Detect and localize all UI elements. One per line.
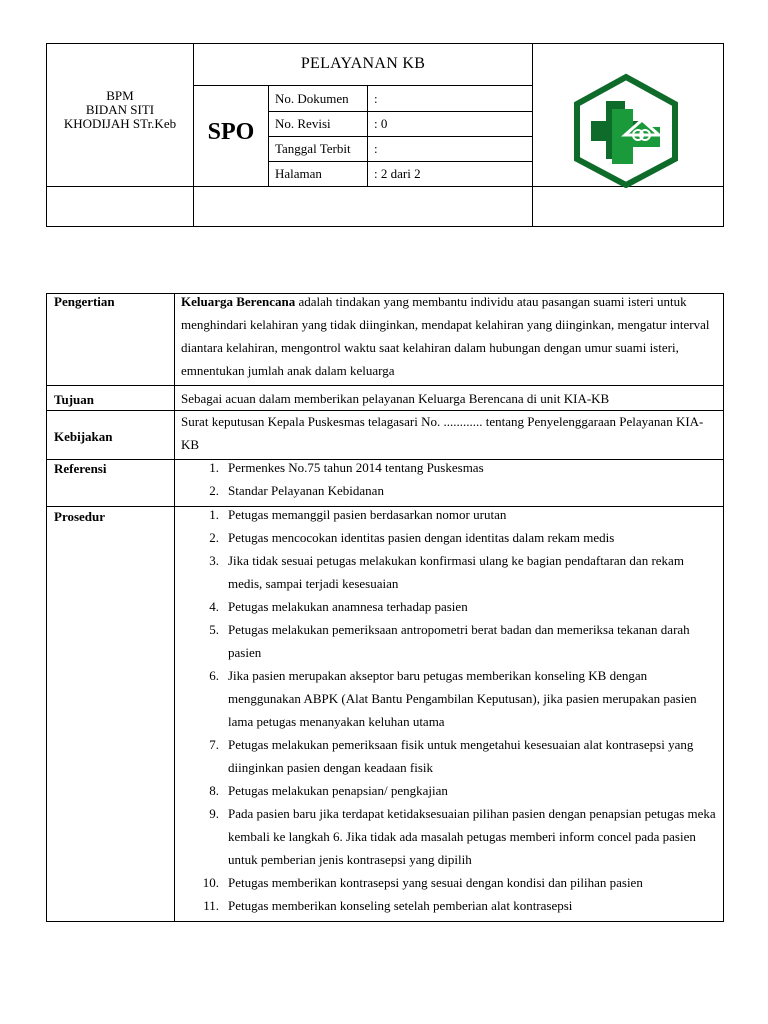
organization-name [46,89,194,131]
field-label-halaman: Halaman [275,166,322,181]
border-line [46,43,47,227]
list-item: 1. Permenkes No.75 tahun 2014 tentang Puskesmas [209,460,484,475]
prosedur-list [181,503,716,917]
referensi-list [181,456,716,502]
kebijakan-text: Surat keputusan Kepala Puskesmas telagasari No. ............ tentang Penyelenggaraan Pelayanan KIA-KB [181,414,704,452]
border-line [723,293,724,922]
field-value-tanggal-terbit: : [374,141,378,156]
field-label-tanggal-terbit: Tanggal Terbit [275,141,351,156]
list-item: 2. Standar Pelayanan Kebidanan [209,483,384,498]
org-line-3: KHODIJAH STr.Keb [63,116,177,131]
list-item: 4. Petugas melakukan anamnesa terhadap pasien [209,599,468,614]
field-value-halaman: : 2 dari 2 [374,166,421,181]
label-kebijakan: Kebijakan [54,429,113,444]
border-line [46,226,724,227]
field-label-no-dokumen: No. Dokumen [275,91,349,106]
spo-label: SPO [207,119,255,145]
field-label-no-revisi: No. Revisi [275,116,331,131]
border-line [532,43,533,227]
border-line [268,111,533,112]
border-line [268,161,533,162]
border-line [723,43,724,227]
tujuan-text: Sebagai acuan dalam memberikan pelayanan Keluarga Berencana di unit KIA-KB [181,391,610,406]
label-referensi: Referensi [54,461,107,476]
field-value-no-dokumen: : [374,91,378,106]
list-item: 10. Petugas memberikan kontrasepsi yang sesuai dengan kondisi dan pilihan pasien [202,875,643,890]
field-value-no-revisi: : 0 [374,116,388,131]
org-line-1: BPM [106,88,134,103]
list-item: 5. Petugas melakukan pemeriksaan antropometri berat badan dan memeriksa tekanan darah pasien [209,622,690,660]
list-item: 2. Petugas mencocokan identitas pasien dengan identitas dalam rekam medis [209,530,615,545]
pengertian-text [181,290,716,382]
content-table [46,293,724,922]
list-item: 8. Petugas melakukan penapsian/ pengkajian [209,783,448,798]
border-line [46,43,724,44]
list-item: 9. Pada pasien baru jika terdapat ketidaksesuaian pilihan pasien dengan penapsian petugas meka kembali ke langkah 6. Jika tidak ada masalah petugas memberi inform concel pada pasien untuk pemberian jenis kontrasepsi yang dipilih [209,806,716,867]
label-tujuan: Tujuan [54,392,94,407]
label-prosedur: Prosedur [54,509,106,524]
border-line [193,85,533,86]
header-table [46,43,724,227]
pengertian-term: Keluarga Berencana [181,294,296,309]
list-item: 11. Petugas memberikan konseling setelah pemberian alat kontrasepsi [203,898,573,913]
border-line [46,921,724,922]
list-item: 1. Petugas memanggil pasien berdasarkan nomor urutan [209,507,507,522]
list-item: 7. Petugas melakukan pemeriksaan fisik untuk mengetahui kesesuaian alat kontrasepsi yang diinginkan pasien dengan keadaan fisik [209,737,694,775]
border-line [46,385,724,386]
border-line [268,136,533,137]
border-line [174,293,175,922]
health-logo-icon [571,73,681,188]
list-item: 6. Jika pasien merupakan akseptor baru petugas memberikan konseling KB dengan menggunakan ABPK (Alat Bantu Pengambilan Keputusan), jika pasien merupakan pasien lama petugas menanyakan keluhan utama [209,668,697,729]
list-item: 3. Jika tidak sesuai petugas melakukan konfirmasi ulang ke bagian pendaftaran dan rekam medis, sampai terjadi kesesuaian [209,553,684,591]
label-pengertian: Pengertian [54,294,115,309]
org-line-2: BIDAN SITI [85,102,155,117]
border-line [46,293,47,922]
pengertian-definition: adalah tindakan yang membantu individu atau pasangan suami isteri untuk menghindari kelahiran yang tidak diinginkan, mendapat kelahiran yang diinginkan, mengatur interval diantara kelahiran, mengontrol waktu saat kelahiran dalam hubungan dengan umur suami isteri, emnentukan jumlah anak dalam keluarga [181,294,710,378]
document-title: PELAYANAN KB [300,55,426,72]
